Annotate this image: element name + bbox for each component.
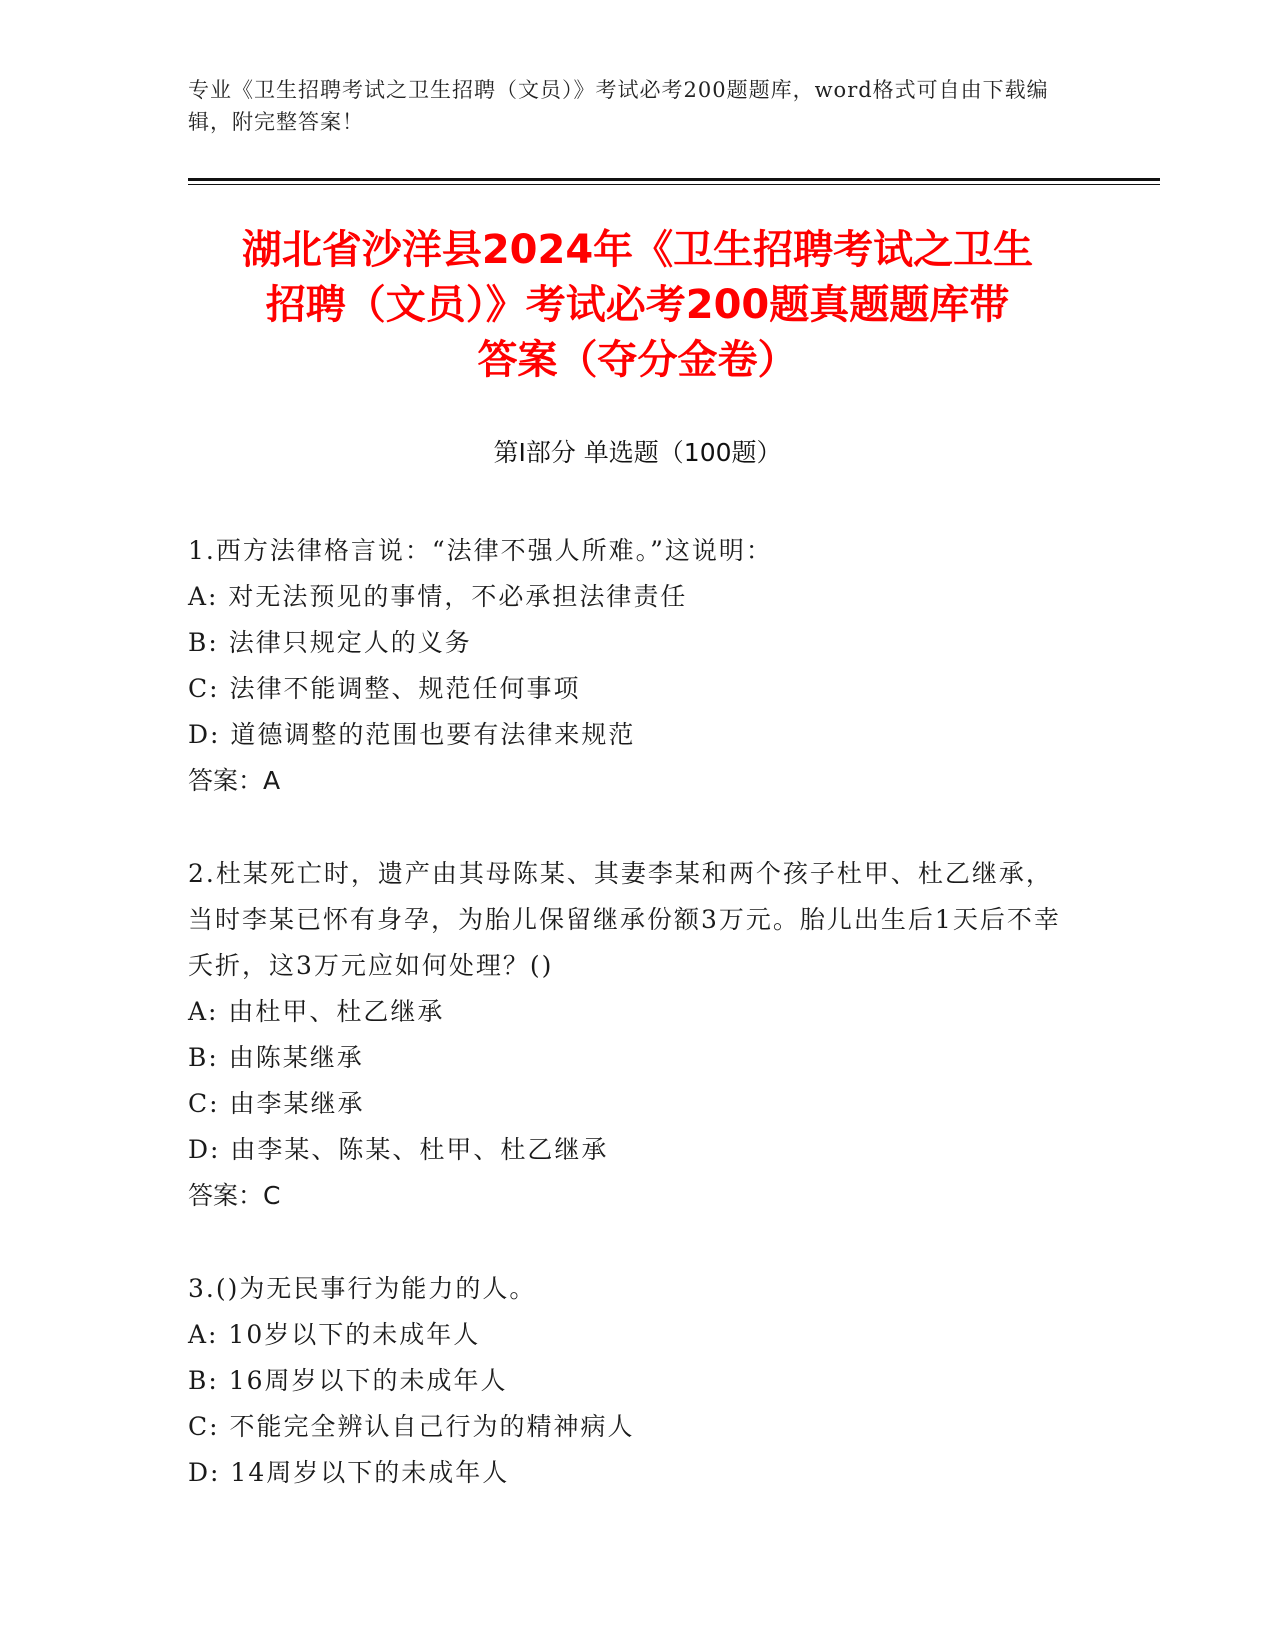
title-line-2: 招聘（文员）》考试必考200题真题题库带 bbox=[265, 282, 1010, 328]
title-line-3: 答案（夺分金卷） bbox=[477, 337, 798, 383]
option-d: D: 14周岁以下的未成年人 bbox=[188, 1458, 510, 1487]
question-list bbox=[188, 528, 1068, 1543]
option-d: D: 由李某、陈某、杜甲、杜乙继承 bbox=[188, 1135, 609, 1164]
option-a: A: 10岁以下的未成年人 bbox=[188, 1320, 481, 1349]
option-b: B: 16周岁以下的未成年人 bbox=[188, 1366, 508, 1395]
question-1 bbox=[188, 528, 1068, 804]
answer-label: 答案：C bbox=[188, 1181, 281, 1210]
section-heading: 第Ⅰ部分 单选题（100题） bbox=[493, 438, 782, 467]
option-c: C: 法律不能调整、规范任何事项 bbox=[188, 674, 581, 703]
header-divider-thin bbox=[188, 184, 1160, 185]
option-d: D: 道德调整的范围也要有法律来规范 bbox=[188, 720, 636, 749]
option-a: A: 由杜甲、杜乙继承 bbox=[188, 997, 445, 1026]
intro-text: 专业《卫生招聘考试之卫生招聘（文员）》考试必考200题题库，word格式可自由下载编辑，附完整答案！ bbox=[188, 78, 1049, 134]
option-c: C: 不能完全辨认自己行为的精神病人 bbox=[188, 1412, 635, 1441]
question-stem: 1.西方法律格言说：“法律不强人所难。”这说明： bbox=[188, 536, 773, 565]
answer-label: 答案：A bbox=[188, 766, 281, 795]
option-a: A: 对无法预见的事情，不必承担法律责任 bbox=[188, 582, 688, 611]
option-c: C: 由李某继承 bbox=[188, 1089, 365, 1118]
header-divider-thick bbox=[188, 178, 1160, 181]
title-line-1: 湖北省沙洋县2024年《卫生招聘考试之卫生 bbox=[241, 227, 1034, 273]
document-title bbox=[150, 223, 1125, 388]
question-stem: 3.()为无民事行为能力的人。 bbox=[188, 1274, 537, 1303]
option-b: B: 法律只规定人的义务 bbox=[188, 628, 472, 657]
question-stem: 2.杜某死亡时，遗产由其母陈某、其妻李某和两个孩子杜甲、杜乙继承，当时李某已怀有身孕，为胎儿保留继承份额3万元。胎儿出生后1天后不幸夭折，这3万元应如何处理？() bbox=[188, 859, 1061, 980]
question-2 bbox=[188, 851, 1068, 1219]
option-b: B: 由陈某继承 bbox=[188, 1043, 364, 1072]
question-3 bbox=[188, 1266, 1068, 1496]
